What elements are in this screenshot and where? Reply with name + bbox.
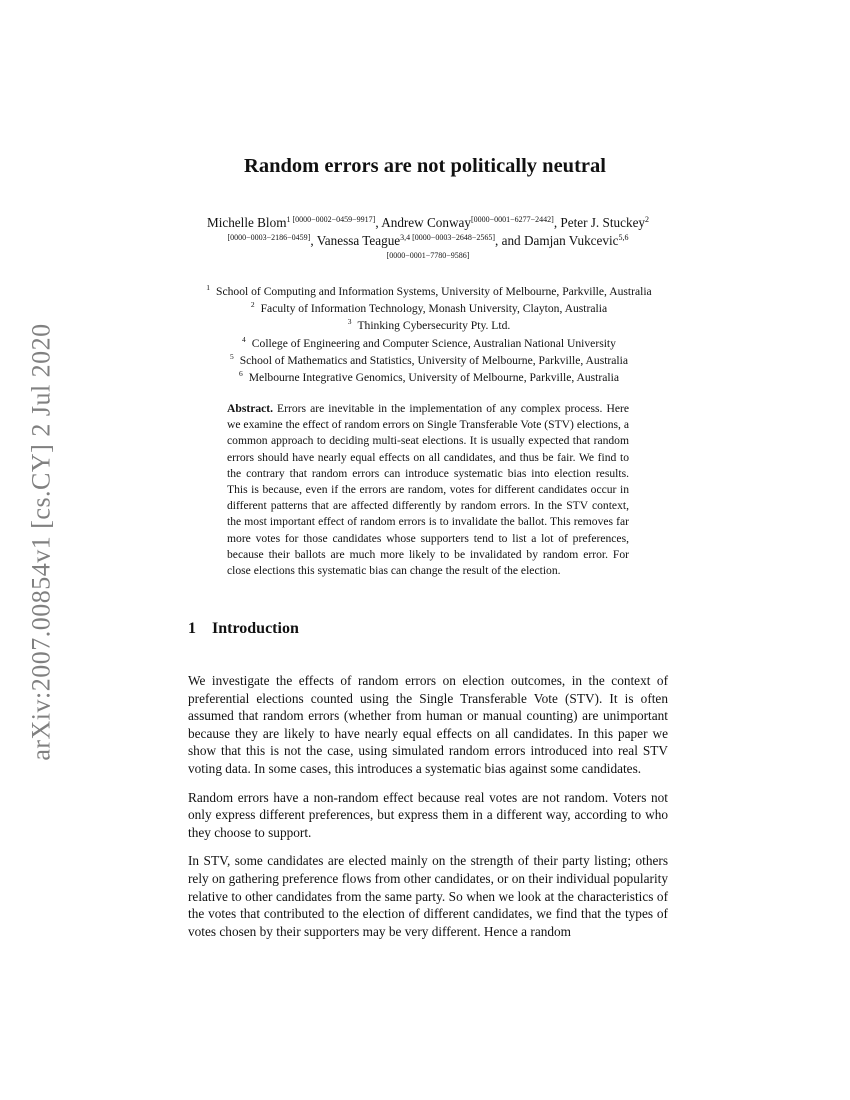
affiliation-item: $^4$ College of Engineering and Computer Science, Australian National University <box>242 334 616 350</box>
section-heading <box>188 620 299 638</box>
section-body <box>188 672 668 951</box>
arxiv-identifier-text: arXiv:2007.00854v1 [cs.CY] 2 Jul 2020 <box>27 323 57 761</box>
author-affiliation-orcid: 5,6 [0000−0001−7780−9586] <box>386 233 629 260</box>
section-title: Introduction <box>212 620 299 637</box>
author-affiliation-orcid: 2 [0000−0003−2186−0459] <box>227 215 650 242</box>
author-affiliation-orcid: [0000−0001−6277−2442] <box>470 215 554 224</box>
abstract <box>227 401 629 579</box>
author-name: Michelle Blom <box>206 215 287 230</box>
author-affiliation-orcid: 3,4 [0000−0003−2648−2565] <box>400 233 496 242</box>
author-name: Peter J. Stuckey <box>560 215 646 230</box>
affiliation-list <box>188 283 670 386</box>
abstract-label: Abstract. <box>227 402 274 415</box>
author-list: Michelle Blom$^{1 [0000-0002-0459-9917]}$, Andrew Conway[0000−0001−6277−2442], Peter J. Stuckey$^{2 [0000-0003-2186-0459]}$, Vanessa Teague$^{3,4 [0000-0003-2648-2565]}$, and Damjan Vukcevic$^{5,6 [0000-0001-7780-9586]}$ <box>206 215 650 260</box>
abstract-text: Errors are inevitable in the implementation of any complex process. Here we examine the effect of random errors on Single Transferable Vote (STV) elections, a common approach to deciding multi-seat elections. It is usually expected that random errors should have nearly equal effects on all candidates, and thus be fair. We find to the contrary that random errors can introduce systematic bias into election results. This is because, even if the errors are random, votes for different candidates occur in different patterns that are affected differently by random errors. In the STV context, the most important effect of random errors is to invalidate the ballot. This removes far more votes for those candidates whose supporters tend to list a lot of preferences, because their ballots are much more likely to be invalidated by random error. For close elections this systematic bias can change the result of the election. <box>227 402 629 578</box>
author-name: Andrew Conway <box>381 215 471 230</box>
affiliation-item: $^2$ Faculty of Information Technology, Monash University, Clayton, Australia <box>250 300 608 316</box>
author-name: Damjan Vukcevic <box>523 233 619 248</box>
section-number: 1 <box>188 620 196 637</box>
author-name: Vanessa Teague <box>316 233 401 248</box>
body-paragraph: We investigate the effects of random errors on election outcomes, in the context of preferential elections counted using the Single Transferable Vote (STV). It is often assumed that random errors (whether from human or manual counting) are unimportant because they are likely to have nearly equal effects on all candidates. In this paper we show that this is not the case, using simulated random errors introduced into real STV voting data. In some cases, this introduces a systematic bias against some candidates. <box>188 673 668 776</box>
affiliation-item: $^5$ School of Mathematics and Statistics, University of Melbourne, Parkville, Australia <box>229 351 629 367</box>
affiliation-item: $^6$ Melbourne Integrative Genomics, University of Melbourne, Parkville, Australia <box>238 369 619 385</box>
body-paragraph: Random errors have a non-random effect because real votes are not random. Voters not only express different preferences, but express them in a different way, according to who they choose to support. <box>188 789 668 840</box>
affiliation-item: $^1$ School of Computing and Information Systems, University of Melbourne, Parkville, Australia <box>206 283 652 298</box>
body-paragraph: In STV, some candidates are elected mainly on the strength of their party listing; others rely on gathering preference flows from other candidates, or on their individual popularity relative to other candidates from the same party. So when we look at the characteristics of the votes that contributed to the election of different candidates, we find that the types of votes chosen by their supporters may be very different. Hence a random <box>188 853 668 939</box>
arxiv-identifier-stamp <box>20 312 64 772</box>
affiliation-item: $^3$ Thinking Cybersecurity Pty. Ltd. <box>347 317 511 333</box>
paper-title: Random errors are not politically neutral <box>244 155 606 177</box>
author-affiliation-orcid: 1 [0000−0002−0459−9917] <box>286 215 376 224</box>
